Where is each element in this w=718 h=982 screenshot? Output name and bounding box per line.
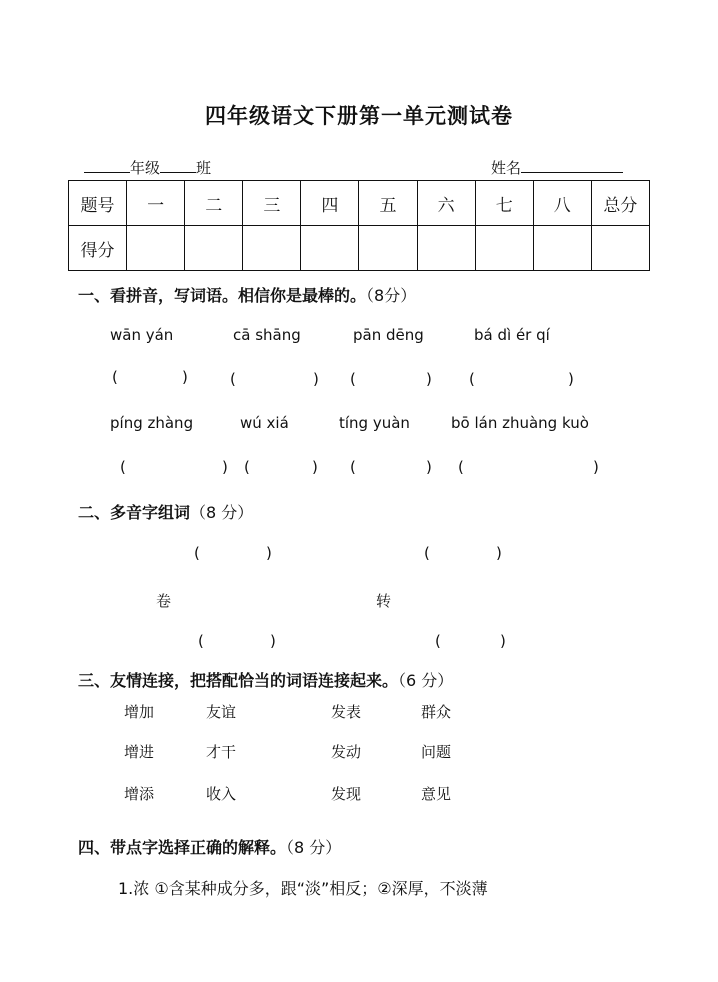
- answer-paren-open: (: [435, 632, 441, 650]
- answer-paren-open: (: [120, 458, 126, 476]
- page-title: 四年级语文下册第一单元测试卷: [205, 103, 513, 128]
- match-word[interactable]: 群众: [421, 703, 452, 721]
- section-4-heading: [78, 835, 341, 858]
- answer-paren-open: (: [194, 544, 200, 562]
- section-4-title: 四、带点字选择正确的解释。: [78, 838, 287, 857]
- score-entry-cell[interactable]: [591, 226, 649, 271]
- name-label: 姓名: [491, 159, 522, 177]
- match-word[interactable]: 才干: [206, 743, 237, 761]
- match-word[interactable]: 友谊: [206, 703, 237, 721]
- question-4-item-1: 1.浓 ①含某种成分多，跟“淡”相反；②深厚，不淡薄: [118, 879, 488, 898]
- class-blank[interactable]: [160, 158, 196, 173]
- name-line: [491, 157, 623, 178]
- section-3-title: 三、友情连接，把搭配恰当的词语连接起来。: [78, 671, 399, 690]
- pinyin-item: tíng yuàn: [339, 414, 410, 432]
- answer-paren-open: (: [198, 632, 204, 650]
- match-word[interactable]: 发动: [331, 743, 362, 761]
- answer-paren-close: ): [270, 632, 276, 650]
- answer-paren-close: ): [496, 544, 502, 562]
- score-table-score-row: [69, 226, 650, 271]
- pinyin-item: wān yán: [110, 326, 174, 344]
- score-entry-cell[interactable]: [185, 226, 243, 271]
- table-cell: 总分: [591, 181, 649, 226]
- section-2-title: 二、多音字组词: [78, 503, 191, 522]
- table-cell: 一: [127, 181, 185, 226]
- name-blank[interactable]: [521, 158, 623, 173]
- answer-paren-open: (: [230, 370, 236, 388]
- grade-blank[interactable]: [84, 158, 130, 173]
- table-cell: 六: [417, 181, 475, 226]
- section-4-points: （8 分）: [286, 838, 342, 857]
- table-cell: 二: [185, 181, 243, 226]
- answer-paren-close: ): [568, 370, 574, 388]
- answer-paren-open: (: [112, 368, 118, 386]
- answer-paren-close: ): [312, 458, 318, 476]
- answer-paren-close: ): [266, 544, 272, 562]
- grade-label: 年级: [130, 159, 161, 177]
- answer-paren-open: (: [424, 544, 430, 562]
- answer-paren-open: (: [350, 458, 356, 476]
- match-word[interactable]: 发表: [331, 703, 362, 721]
- pinyin-item: bō lán zhuàng kuò: [451, 414, 589, 432]
- match-word[interactable]: 发现: [331, 785, 362, 803]
- pinyin-item: cā shāng: [233, 326, 301, 344]
- score-entry-cell[interactable]: [127, 226, 185, 271]
- table-cell: 题号: [69, 181, 127, 226]
- grade-class-line: [84, 157, 211, 178]
- pinyin-item: bá dì ér qí: [474, 326, 550, 344]
- table-cell: 七: [475, 181, 533, 226]
- polyphone-char: 卷: [156, 592, 172, 610]
- answer-paren-close: ): [500, 632, 506, 650]
- score-entry-cell[interactable]: [243, 226, 301, 271]
- answer-paren-close: ): [426, 458, 432, 476]
- match-word[interactable]: 增加: [124, 703, 155, 721]
- answer-paren-open: (: [244, 458, 250, 476]
- section-1-heading: [78, 283, 416, 306]
- score-entry-cell[interactable]: [359, 226, 417, 271]
- table-cell: 四: [301, 181, 359, 226]
- class-label: 班: [196, 159, 212, 177]
- match-word[interactable]: 问题: [421, 743, 452, 761]
- table-cell: 得分: [69, 226, 127, 271]
- score-entry-cell[interactable]: [301, 226, 359, 271]
- pinyin-item: wú xiá: [240, 414, 289, 432]
- match-word[interactable]: 增进: [124, 743, 155, 761]
- pinyin-item: píng zhàng: [110, 414, 194, 432]
- answer-paren-open: (: [469, 370, 475, 388]
- table-cell: 八: [533, 181, 591, 226]
- match-word[interactable]: 增添: [124, 785, 155, 803]
- section-3-points: （6 分）: [398, 671, 454, 690]
- table-cell: 五: [359, 181, 417, 226]
- score-entry-cell[interactable]: [475, 226, 533, 271]
- score-table-header-row: [69, 181, 650, 226]
- match-word[interactable]: 意见: [421, 785, 452, 803]
- section-3-heading: [78, 668, 453, 691]
- table-cell: 三: [243, 181, 301, 226]
- polyphone-char: 转: [376, 592, 392, 610]
- answer-paren-close: ): [426, 370, 432, 388]
- match-word[interactable]: 收入: [206, 785, 237, 803]
- score-entry-cell[interactable]: [533, 226, 591, 271]
- answer-paren-close: ): [313, 370, 319, 388]
- score-table: [68, 180, 650, 271]
- section-2-heading: [78, 500, 253, 523]
- answer-paren-open: (: [458, 458, 464, 476]
- pinyin-item: pān dēng: [353, 326, 424, 344]
- answer-paren-close: ): [222, 458, 228, 476]
- section-2-points: （8 分）: [190, 503, 254, 522]
- answer-paren-open: (: [350, 370, 356, 388]
- answer-paren-close: ): [182, 368, 188, 386]
- answer-paren-close: ): [593, 458, 599, 476]
- score-entry-cell[interactable]: [417, 226, 475, 271]
- section-1-title: 一、看拼音，写词语。相信你是最棒的。: [78, 286, 367, 305]
- section-1-points: （8分）: [366, 286, 417, 305]
